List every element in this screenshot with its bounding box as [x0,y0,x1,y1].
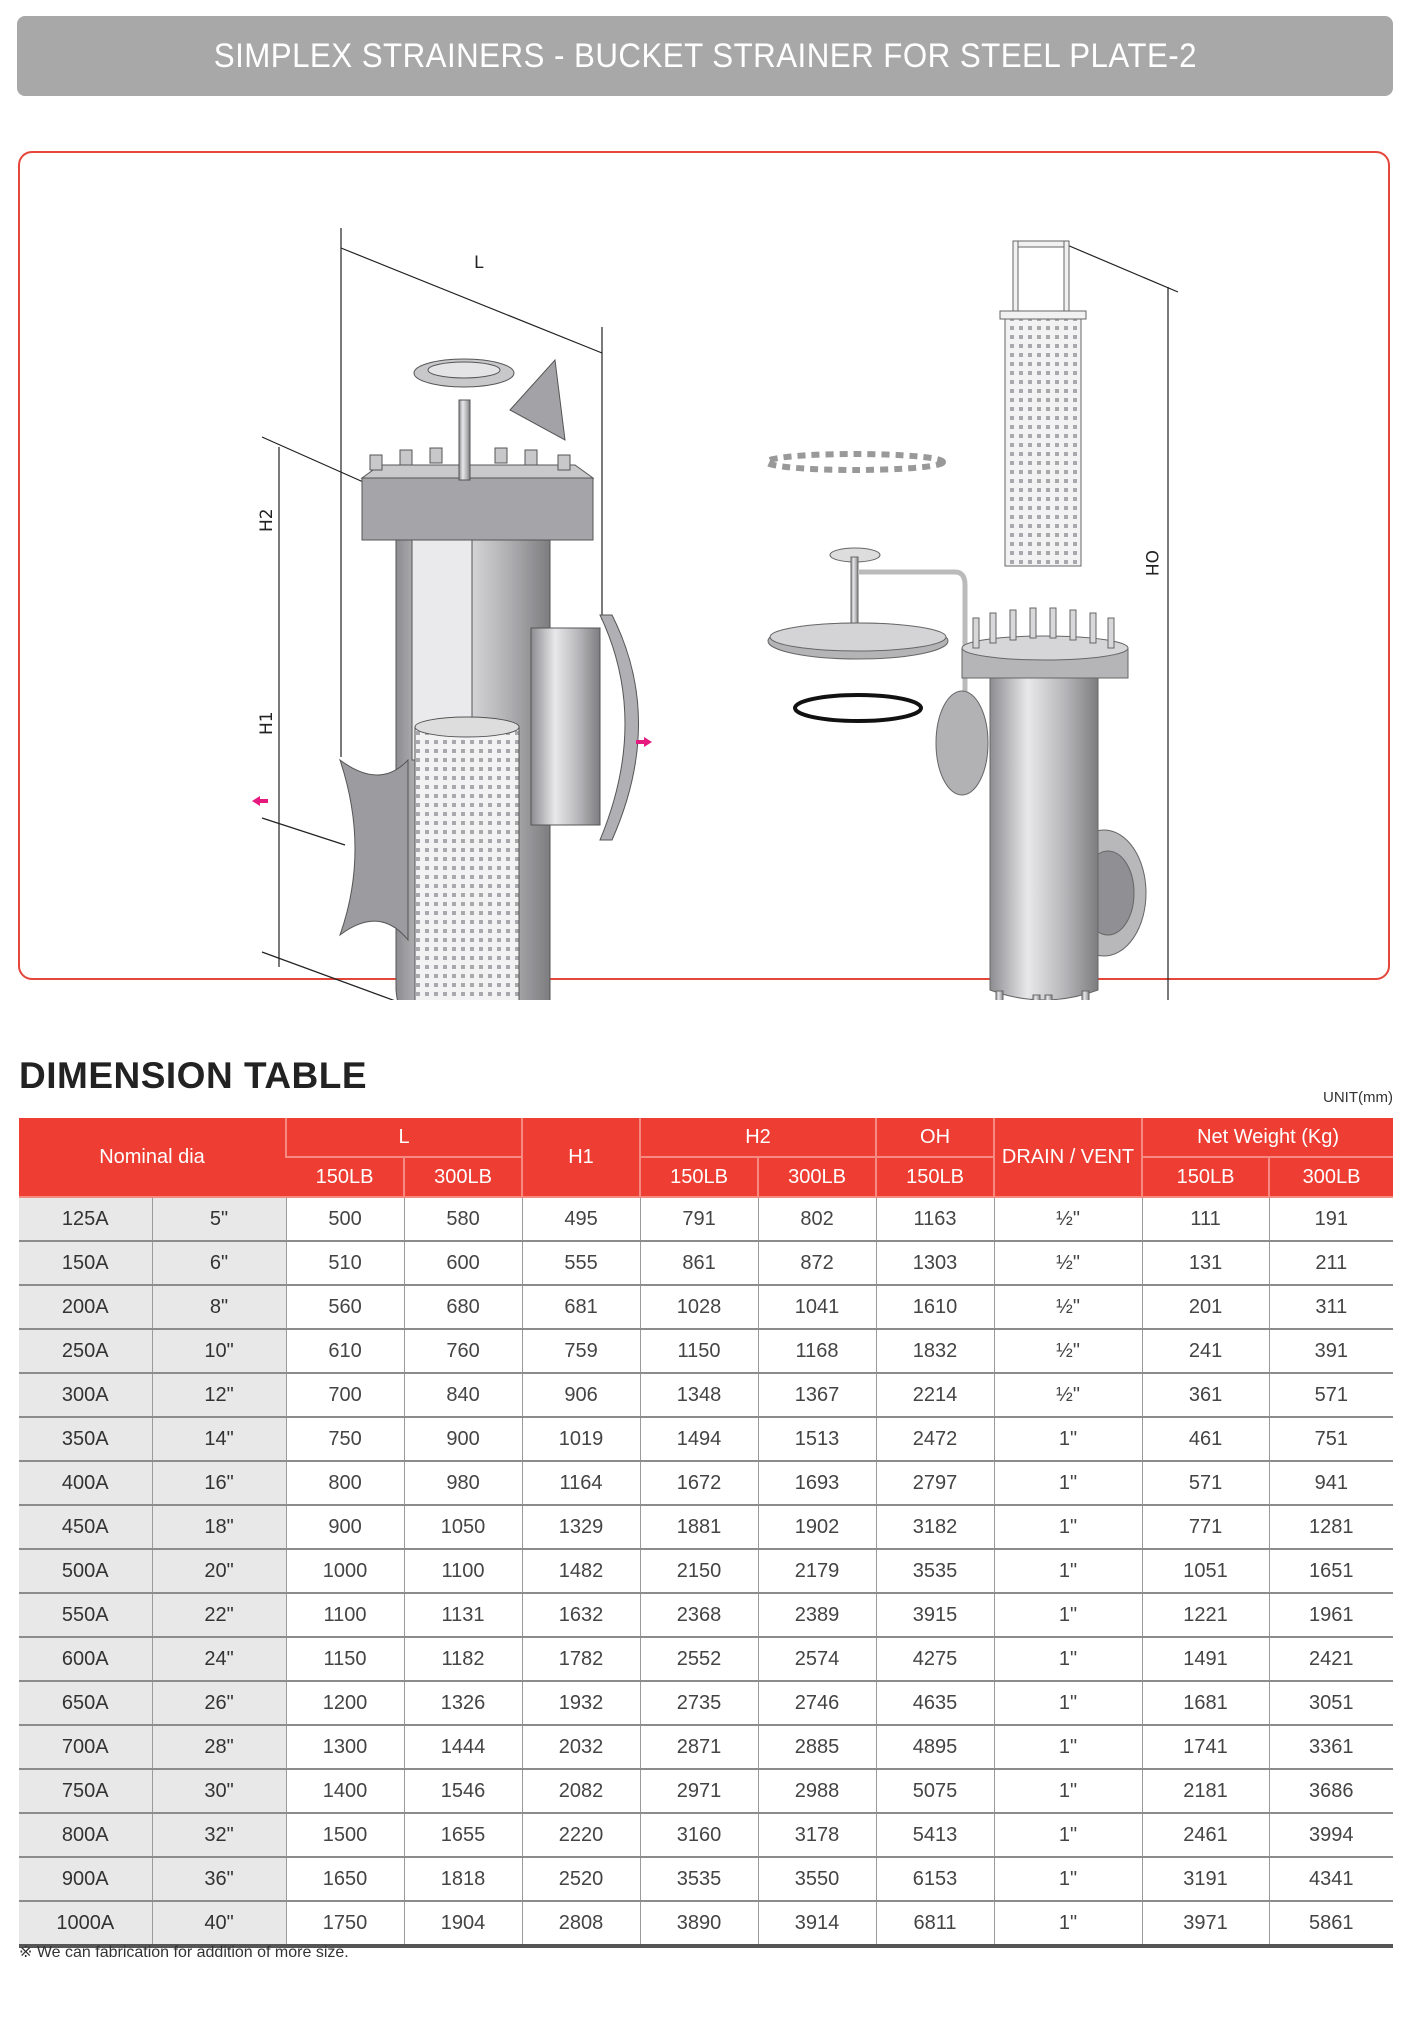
cell-drain-vent: 1" [994,1417,1142,1461]
cell-h2-150lb: 2150 [640,1549,758,1593]
cell-oh-150lb: 1832 [876,1329,994,1373]
header-H2-300lb: 300LB [758,1157,876,1197]
cell-drain-vent: 1" [994,1549,1142,1593]
cell-weight-150lb: 201 [1142,1285,1269,1329]
cell-drain-vent: 1" [994,1681,1142,1725]
cell-l-300lb: 1326 [404,1681,522,1725]
strainer-diagram [0,0,1416,1000]
table-row [19,1417,1393,1461]
cell-weight-150lb: 771 [1142,1505,1269,1549]
page-title: SIMPLEX STRAINERS - BUCKET STRAINER FOR STEEL PLATE-2 [213,36,1197,75]
table-row [19,1241,1393,1285]
footnote: ※ We can fabrication for addition of more size. [19,1944,349,1961]
cell-weight-300lb: 4341 [1269,1857,1393,1901]
cell-weight-300lb: 571 [1269,1373,1393,1417]
table-row [19,1769,1393,1813]
table-row [19,1681,1393,1725]
cell-h2-300lb: 872 [758,1241,876,1285]
cell-oh-150lb: 3535 [876,1549,994,1593]
cell-h2-300lb: 2988 [758,1769,876,1813]
cell-l-150lb: 1100 [286,1593,404,1637]
dimension-table [19,1118,1393,1948]
cell-weight-300lb: 391 [1269,1329,1393,1373]
cell-l-300lb: 1904 [404,1901,522,1946]
cell-l-150lb: 500 [286,1197,404,1241]
cell-nominal-inch: 5" [152,1197,286,1241]
cell-oh-150lb: 2472 [876,1417,994,1461]
cell-h2-150lb: 1028 [640,1285,758,1329]
cell-l-150lb: 560 [286,1285,404,1329]
cell-l-300lb: 1444 [404,1725,522,1769]
cell-weight-150lb: 111 [1142,1197,1269,1241]
header-H2: H2 [640,1118,876,1157]
cell-h1: 2082 [522,1769,640,1813]
label-H1: H1 [257,711,277,735]
cell-h1: 2032 [522,1725,640,1769]
cell-oh-150lb: 3182 [876,1505,994,1549]
cell-drain-vent: ½" [994,1373,1142,1417]
cell-h1: 1482 [522,1549,640,1593]
cell-nominal-a: 350A [19,1417,152,1461]
header-OH-150lb: 150LB [876,1157,994,1197]
cell-oh-150lb: 1163 [876,1197,994,1241]
table-header-row [19,1118,1393,1157]
cell-h2-300lb: 2574 [758,1637,876,1681]
cell-weight-300lb: 5861 [1269,1901,1393,1946]
cell-h2-150lb: 2368 [640,1593,758,1637]
cell-nominal-inch: 40" [152,1901,286,1946]
cell-h2-300lb: 1513 [758,1417,876,1461]
header-weight-300lb: 300LB [1269,1157,1393,1197]
cell-weight-300lb: 3361 [1269,1725,1393,1769]
cell-nominal-inch: 26" [152,1681,286,1725]
cell-l-150lb: 900 [286,1505,404,1549]
cell-weight-150lb: 571 [1142,1461,1269,1505]
cell-weight-150lb: 1051 [1142,1549,1269,1593]
cell-h2-300lb: 802 [758,1197,876,1241]
cell-weight-150lb: 3971 [1142,1901,1269,1946]
cell-nominal-inch: 22" [152,1593,286,1637]
cell-h1: 1329 [522,1505,640,1549]
cell-h2-150lb: 2552 [640,1637,758,1681]
table-row [19,1637,1393,1681]
cell-h2-150lb: 3890 [640,1901,758,1946]
cell-h1: 495 [522,1197,640,1241]
cell-oh-150lb: 4895 [876,1725,994,1769]
cell-h1: 2520 [522,1857,640,1901]
cell-h2-150lb: 1881 [640,1505,758,1549]
cell-weight-300lb: 751 [1269,1417,1393,1461]
cell-h2-150lb: 791 [640,1197,758,1241]
cell-drain-vent: 1" [994,1901,1142,1946]
cell-weight-300lb: 191 [1269,1197,1393,1241]
cell-weight-300lb: 3994 [1269,1813,1393,1857]
cell-h1: 1019 [522,1417,640,1461]
label-L: L [474,253,484,273]
cell-l-150lb: 610 [286,1329,404,1373]
table-row [19,1593,1393,1637]
label-OH: OH [1141,550,1161,577]
cell-h2-150lb: 3160 [640,1813,758,1857]
cell-l-150lb: 1750 [286,1901,404,1946]
header-net-weight: Net Weight (Kg) [1142,1118,1393,1157]
table-row [19,1461,1393,1505]
cell-weight-300lb: 311 [1269,1285,1393,1329]
cell-h2-300lb: 1693 [758,1461,876,1505]
cell-l-150lb: 800 [286,1461,404,1505]
dimension-table-title: DIMENSION TABLE [19,1055,368,1096]
table-row [19,1725,1393,1769]
cell-l-300lb: 600 [404,1241,522,1285]
cell-oh-150lb: 2797 [876,1461,994,1505]
cell-nominal-a: 125A [19,1197,152,1241]
cell-weight-300lb: 3686 [1269,1769,1393,1813]
cell-h2-300lb: 3550 [758,1857,876,1901]
header-H1: H1 [522,1118,640,1197]
cell-l-300lb: 900 [404,1417,522,1461]
cell-drain-vent: 1" [994,1461,1142,1505]
cell-h2-300lb: 3178 [758,1813,876,1857]
cell-weight-150lb: 3191 [1142,1857,1269,1901]
cell-l-300lb: 1182 [404,1637,522,1681]
cell-oh-150lb: 5075 [876,1769,994,1813]
cell-h2-150lb: 3535 [640,1857,758,1901]
cell-l-300lb: 840 [404,1373,522,1417]
cell-h1: 759 [522,1329,640,1373]
cell-weight-300lb: 2421 [1269,1637,1393,1681]
cell-l-150lb: 700 [286,1373,404,1417]
cell-oh-150lb: 4635 [876,1681,994,1725]
table-row [19,1901,1393,1946]
cell-nominal-inch: 8" [152,1285,286,1329]
unit-label: UNIT(mm) [1323,1089,1393,1106]
cell-l-300lb: 760 [404,1329,522,1373]
cell-weight-150lb: 2461 [1142,1813,1269,1857]
cell-nominal-inch: 12" [152,1373,286,1417]
cell-l-150lb: 510 [286,1241,404,1285]
cell-nominal-inch: 14" [152,1417,286,1461]
header-OH: OH [876,1118,994,1157]
cell-nominal-a: 250A [19,1329,152,1373]
cell-oh-150lb: 5413 [876,1813,994,1857]
cell-nominal-inch: 32" [152,1813,286,1857]
cell-weight-300lb: 1651 [1269,1549,1393,1593]
cell-nominal-a: 300A [19,1373,152,1417]
cell-nominal-inch: 28" [152,1725,286,1769]
cell-weight-300lb: 1281 [1269,1505,1393,1549]
cell-nominal-inch: 16" [152,1461,286,1505]
cell-h1: 1164 [522,1461,640,1505]
cell-h2-150lb: 861 [640,1241,758,1285]
header-nominal-dia: Nominal dia [19,1118,286,1197]
cell-h2-300lb: 2389 [758,1593,876,1637]
cell-h1: 2220 [522,1813,640,1857]
cell-nominal-inch: 30" [152,1769,286,1813]
cell-h2-150lb: 1672 [640,1461,758,1505]
cell-h2-150lb: 2971 [640,1769,758,1813]
cell-l-300lb: 980 [404,1461,522,1505]
cell-oh-150lb: 4275 [876,1637,994,1681]
cell-weight-150lb: 1741 [1142,1725,1269,1769]
cell-drain-vent: 1" [994,1593,1142,1637]
cell-h2-150lb: 1494 [640,1417,758,1461]
cell-drain-vent: 1" [994,1813,1142,1857]
cell-nominal-a: 900A [19,1857,152,1901]
cell-nominal-a: 500A [19,1549,152,1593]
strainer-cutaway-illustration [252,359,652,1000]
cell-h2-300lb: 2746 [758,1681,876,1725]
cell-weight-150lb: 1491 [1142,1637,1269,1681]
table-body [19,1197,1393,1946]
cell-oh-150lb: 6811 [876,1901,994,1946]
cell-l-150lb: 1500 [286,1813,404,1857]
cell-nominal-a: 550A [19,1593,152,1637]
cell-h2-300lb: 2885 [758,1725,876,1769]
cell-h1: 1782 [522,1637,640,1681]
cell-nominal-a: 650A [19,1681,152,1725]
cell-h1: 906 [522,1373,640,1417]
cell-nominal-a: 400A [19,1461,152,1505]
cell-drain-vent: ½" [994,1329,1142,1373]
cell-h1: 1632 [522,1593,640,1637]
cell-nominal-a: 200A [19,1285,152,1329]
cell-l-300lb: 1050 [404,1505,522,1549]
cell-weight-150lb: 2181 [1142,1769,1269,1813]
table-row [19,1197,1393,1241]
cell-nominal-a: 450A [19,1505,152,1549]
cell-nominal-inch: 24" [152,1637,286,1681]
cell-oh-150lb: 1303 [876,1241,994,1285]
cell-h1: 2808 [522,1901,640,1946]
cell-h2-300lb: 1041 [758,1285,876,1329]
cell-weight-300lb: 3051 [1269,1681,1393,1725]
cell-weight-150lb: 461 [1142,1417,1269,1461]
table-row [19,1505,1393,1549]
cell-l-300lb: 1100 [404,1549,522,1593]
header-L: L [286,1118,522,1157]
table-row [19,1285,1393,1329]
cell-l-150lb: 1150 [286,1637,404,1681]
cell-nominal-inch: 6" [152,1241,286,1285]
cell-nominal-a: 600A [19,1637,152,1681]
cell-nominal-a: 1000A [19,1901,152,1946]
cell-l-300lb: 1655 [404,1813,522,1857]
cell-l-150lb: 1200 [286,1681,404,1725]
cell-weight-150lb: 1221 [1142,1593,1269,1637]
cell-nominal-a: 150A [19,1241,152,1285]
cell-l-300lb: 1818 [404,1857,522,1901]
cell-l-150lb: 1400 [286,1769,404,1813]
strainer-exploded-illustration [767,241,1146,1000]
cell-l-150lb: 1000 [286,1549,404,1593]
cell-weight-300lb: 211 [1269,1241,1393,1285]
cell-drain-vent: 1" [994,1505,1142,1549]
cell-drain-vent: 1" [994,1857,1142,1901]
cell-weight-300lb: 941 [1269,1461,1393,1505]
table-row [19,1373,1393,1417]
cell-oh-150lb: 2214 [876,1373,994,1417]
header-L-150lb: 150LB [286,1157,404,1197]
cell-nominal-inch: 18" [152,1505,286,1549]
cell-l-300lb: 1131 [404,1593,522,1637]
cell-drain-vent: ½" [994,1285,1142,1329]
cell-h2-150lb: 2871 [640,1725,758,1769]
table-row [19,1329,1393,1373]
cell-nominal-a: 700A [19,1725,152,1769]
cell-nominal-a: 750A [19,1769,152,1813]
cell-h1: 555 [522,1241,640,1285]
cell-l-300lb: 680 [404,1285,522,1329]
header-L-300lb: 300LB [404,1157,522,1197]
cell-l-300lb: 1546 [404,1769,522,1813]
header-weight-150lb: 150LB [1142,1157,1269,1197]
cell-drain-vent: ½" [994,1197,1142,1241]
cell-nominal-inch: 36" [152,1857,286,1901]
cell-nominal-a: 800A [19,1813,152,1857]
cell-weight-150lb: 131 [1142,1241,1269,1285]
cell-oh-150lb: 3915 [876,1593,994,1637]
inlet-flow-arrow-icon [252,796,268,806]
cell-h2-300lb: 1367 [758,1373,876,1417]
cell-weight-150lb: 241 [1142,1329,1269,1373]
cell-weight-150lb: 1681 [1142,1681,1269,1725]
header-H2-150lb: 150LB [640,1157,758,1197]
cell-weight-300lb: 1961 [1269,1593,1393,1637]
cell-h2-150lb: 1150 [640,1329,758,1373]
cell-nominal-inch: 20" [152,1549,286,1593]
cell-drain-vent: ½" [994,1241,1142,1285]
cell-l-150lb: 1300 [286,1725,404,1769]
cell-h2-300lb: 1902 [758,1505,876,1549]
table-row [19,1813,1393,1857]
cell-h2-150lb: 2735 [640,1681,758,1725]
cell-h2-150lb: 1348 [640,1373,758,1417]
label-H2: H2 [257,508,277,532]
table-row [19,1549,1393,1593]
cell-h1: 681 [522,1285,640,1329]
cell-h2-300lb: 1168 [758,1329,876,1373]
cell-weight-150lb: 361 [1142,1373,1269,1417]
cell-l-300lb: 580 [404,1197,522,1241]
cell-drain-vent: 1" [994,1769,1142,1813]
cell-l-150lb: 1650 [286,1857,404,1901]
cell-oh-150lb: 1610 [876,1285,994,1329]
cell-h1: 1932 [522,1681,640,1725]
cell-h2-300lb: 2179 [758,1549,876,1593]
table-row [19,1857,1393,1901]
cell-l-150lb: 750 [286,1417,404,1461]
cell-h2-300lb: 3914 [758,1901,876,1946]
header-drain-vent: DRAIN / VENT [994,1118,1142,1197]
cell-nominal-inch: 10" [152,1329,286,1373]
cell-oh-150lb: 6153 [876,1857,994,1901]
cell-drain-vent: 1" [994,1725,1142,1769]
cell-drain-vent: 1" [994,1637,1142,1681]
